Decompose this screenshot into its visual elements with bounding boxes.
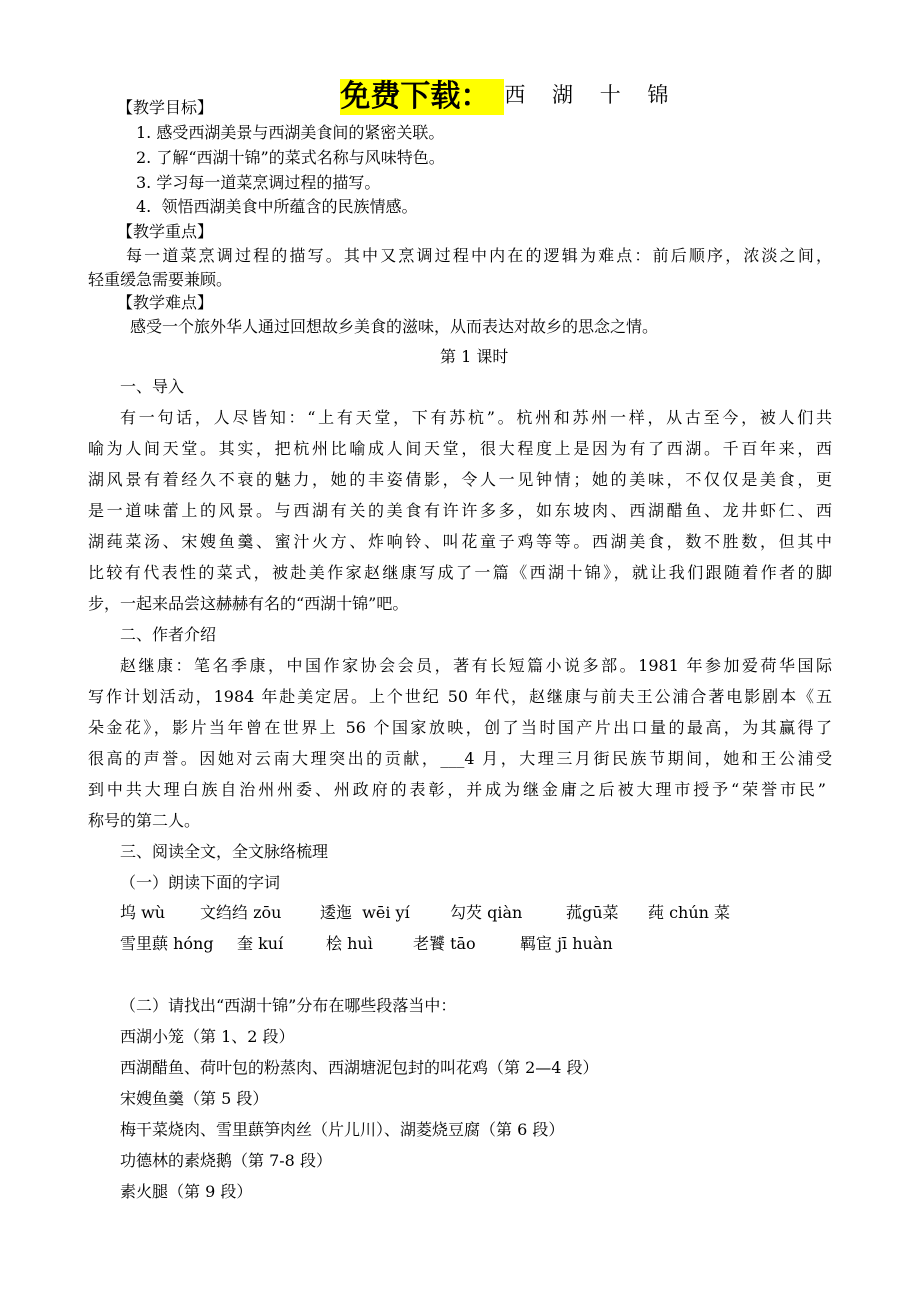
goal-item: 1. 感受西湖美景与西湖美食间的紧密关联。 — [136, 123, 445, 142]
paragraph-line: 喻为人间天堂。其实，把杭州比喻成人间天堂，很大程度上是因为有了西湖。千百年来，西 — [88, 439, 832, 458]
goal-item: 3. 学习每一道菜烹调过程的描写。 — [136, 173, 381, 192]
focus-line: 每一道菜烹调过程的描写。其中又烹调过程中内在的逻辑为难点：前后顺序，浓淡之间， — [126, 246, 832, 265]
free-download-highlight: 免费下载： — [340, 79, 504, 115]
paragraph-line: 赵继康：笔名季康，中国作家协会会员，著有长短篇小说多部。1981 年参加爱荷华国际 — [120, 656, 832, 675]
paragraph-line: 到中共大理白族自治州州委、州政府的表彰，并成为继金庸之后被大理市授予“荣誉市民” — [88, 780, 826, 799]
focus-line: 轻重缓急需要兼顾。 — [88, 270, 233, 289]
paragraph-line: 称号的第二人。 — [88, 811, 201, 830]
section-heading: 二、作者介绍 — [120, 625, 217, 644]
vocab-word: 文绉绉 zōu — [200, 903, 282, 922]
difficulty-text: 感受一个旅外华人通过回想故乡美食的滋味，从而表达对故乡的思念之情。 — [130, 317, 659, 336]
vocab-word: 坞 wù — [120, 903, 166, 922]
goal-item: 2. 了解“西湖十锦”的菜式名称与风味特色。 — [136, 148, 445, 167]
section-heading: 一、导入 — [120, 377, 185, 396]
focus-heading: 【教学重点】 — [117, 222, 214, 241]
list-item: 西湖小笼（第 1、2 段） — [120, 1027, 295, 1046]
list-item: 素火腿（第 9 段） — [120, 1182, 253, 1201]
vocab-word: 老饕 tāo — [413, 934, 476, 953]
title-text: 西 湖 十 锦 — [504, 83, 679, 107]
paragraph-line: 湖风景有着经久不衰的魅力，她的丰姿倩影，令人一见钟情；她的美味，不仅仅是美食，更 — [88, 470, 832, 489]
section-heading: 三、阅读全文，全文脉络梳理 — [120, 842, 329, 861]
paragraph-line: 写作计划活动，1984 年赴美定居。上个世纪 50 年代，赵继康与前夫王公浦合著电影剧本《五 — [88, 687, 832, 706]
paragraph-line: 有一句话，人尽皆知：“上有天堂，下有苏杭”。杭州和苏州一样，从古至今，被人们共 — [120, 408, 832, 427]
vocab-word: 桧 huì — [326, 934, 373, 953]
vocab-word: 奎 kuí — [237, 934, 284, 953]
list-item: 梅干菜烧肉、雪里蕻笋肉丝（片儿川）、湖菱烧豆腐（第 6 段） — [120, 1120, 565, 1139]
paragraph-line: 湖莼菜汤、宋嫂鱼羹、蜜汁火方、炸响铃、叫花童子鸡等等。西湖美食，数不胜数，但其中 — [88, 532, 832, 551]
vocab-word: 莼 chún 菜 — [648, 903, 731, 922]
goals-heading: 【教学目标】 — [117, 98, 214, 117]
list-item: 西湖醋鱼、荷叶包的粉蒸肉、西湖塘泥包封的叫花鸡（第 2—4 段） — [120, 1058, 599, 1077]
paragraph-line: 很高的声誉。因她对云南大理突出的贡献，___4 月，大理三月街民族节期间，她和王公浦受 — [88, 749, 832, 768]
list-item: 宋嫂鱼羹（第 5 段） — [120, 1089, 269, 1108]
paragraph-line: 比较有代表性的菜式，被赴美作家赵继康写成了一篇《西湖十锦》，就让我们跟随着作者的脚 — [88, 563, 832, 582]
vocab-word: 雪里蕻 hóng — [120, 934, 214, 953]
vocab-word: 逶迤 wēi yí — [320, 903, 410, 922]
paragraph-line: 朵金花》，影片当年曾在世界上 56 个国家放映，创了当时国产片出口量的最高，为其赢得了 — [88, 718, 832, 737]
subsection-heading: （二）请找出“西湖十锦”分布在哪些段落当中： — [120, 996, 457, 1015]
list-item: 功德林的素烧鹅（第 7-8 段） — [120, 1151, 332, 1170]
lesson-label: 第 1 课时 — [440, 347, 509, 366]
paragraph-line: 步，一起来品尝这赫赫有名的“西湖十锦”吧。 — [88, 594, 409, 613]
difficulty-heading: 【教学难点】 — [117, 293, 214, 312]
paragraph-line: 是一道味蕾上的风景。与西湖有关的美食有许许多多，如东坡肉、西湖醋鱼、龙井虾仁、西 — [88, 501, 832, 520]
vocab-word: 勾芡 qiàn — [450, 903, 523, 922]
vocab-word: 羁宦 jī huàn — [520, 934, 613, 953]
vocab-word: 菰gū菜 — [566, 903, 619, 922]
subsection-heading: （一）朗读下面的字词 — [120, 873, 281, 892]
goal-item: 4. 领悟西湖美食中所蕴含的民族情感。 — [136, 197, 418, 216]
